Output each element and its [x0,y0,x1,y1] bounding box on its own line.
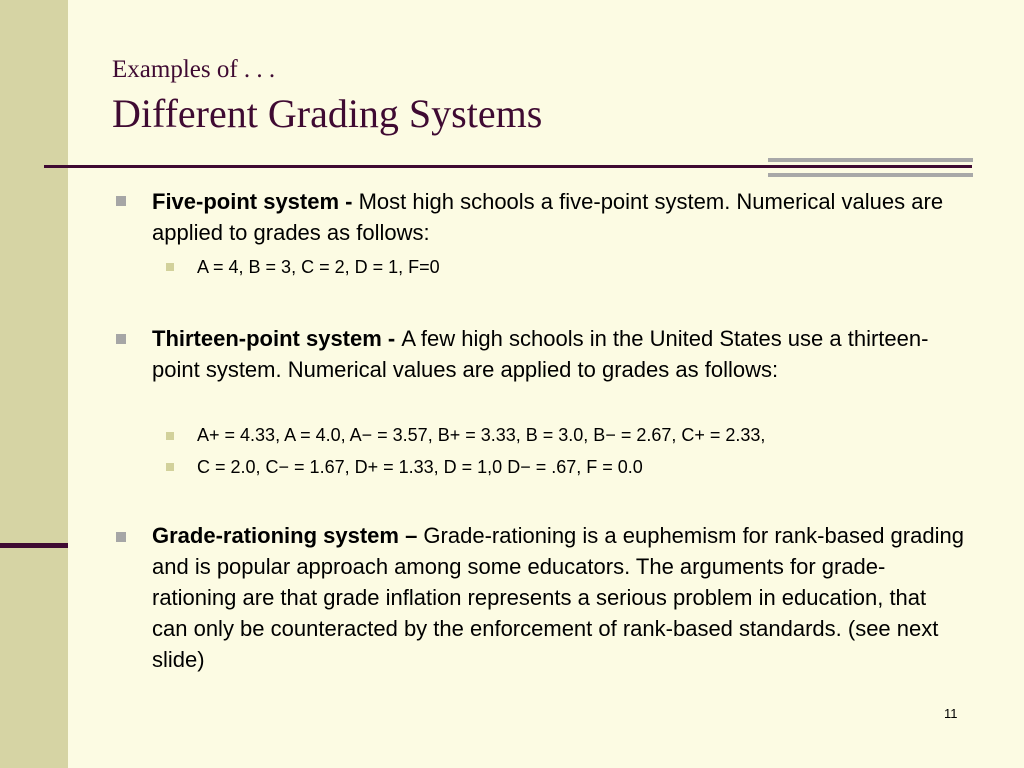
bullet-text: Most high schools a five-point system. Numerical values are applied to grades as follows: [152,189,944,245]
bullet-text: Grade-rationing is a euphemism for rank-based grading and is popular approach among some educators. The arguments for grade-rationing are that grade inflation represents a serious problem in education, that can only be counteracted by the enforcement of rank-based standards. (see next slide) [152,523,964,672]
bullet-square-icon [116,196,126,206]
left-decorative-band [0,0,68,768]
page-number: 11 [944,706,958,721]
bullet-five-point [152,186,964,248]
sub-bullet-text: C = 2.0, C− = 1.67, D+ = 1.33, D = 1,0 D− = .67, F = 0.0 [197,457,643,477]
bullet-heading: Grade-rationing system – [152,523,424,548]
title-divider [44,165,972,168]
slide-subtitle: Examples of . . . [112,56,276,83]
bullet-text: A few high schools in the United States use a thirteen-point system. Numerical values are applied to grades as follows: [152,326,929,382]
left-accent-bar [0,543,68,548]
slide-title: Different Grading Systems [112,91,543,136]
sub-bullet-square-icon [166,463,174,471]
bullet-grade-rationing [152,520,964,675]
sub-bullet-square-icon [166,263,174,271]
bullet-heading: Thirteen-point system - [152,326,402,351]
bullet-thirteen-point [152,323,964,385]
bullet-heading: Five-point system - [152,189,359,214]
bullet-square-icon [116,532,126,542]
sub-bullet-text: A+ = 4.33, A = 4.0, A− = 3.57, B+ = 3.33, B = 3.0, B− = 2.67, C+ = 2.33, [197,425,766,445]
decorative-gray-bar-bottom [768,173,973,177]
decorative-gray-bar-top [768,158,973,162]
bullet-square-icon [116,334,126,344]
sub-bullet-square-icon [166,432,174,440]
sub-bullet-text: A = 4, B = 3, C = 2, D = 1, F=0 [197,257,440,277]
